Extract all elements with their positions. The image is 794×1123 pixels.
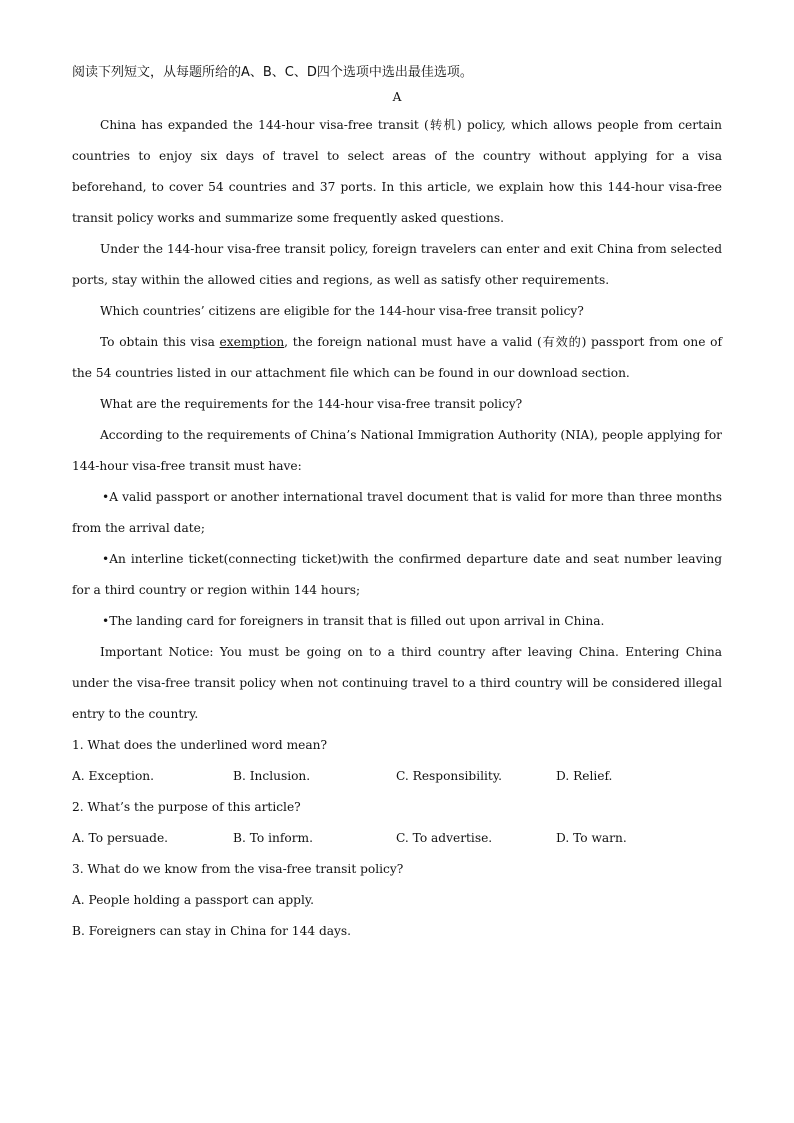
option-b: B. To inform. — [233, 831, 313, 845]
document-page — [72, 62, 722, 947]
option-c: C. Responsibility. — [396, 769, 502, 783]
passage-title: A — [392, 90, 402, 104]
underlined-word: exemption — [219, 335, 285, 349]
paragraph-3 — [72, 327, 722, 389]
bullet-item: •The landing card for foreigners in transit that is filled out upon arrival in China. — [102, 614, 605, 628]
bullet-item: •A valid passport or another international travel document that is valid for more than three months from the arrival date; — [72, 490, 722, 535]
option-d: D. Relief. — [556, 769, 613, 783]
question-heading-1: Which countries’ citizens are eligible for the 144-hour visa-free transit policy? — [100, 304, 584, 318]
options-row — [72, 761, 722, 792]
question-stem: 3. What do we know from the visa-free transit policy? — [72, 862, 404, 876]
paragraph-2: Under the 144-hour visa-free transit policy, foreign travelers can enter and exit China from selected ports, stay within the allowed cities and regions, as well as satisfy other requirements. — [72, 242, 722, 287]
question-stem: 1. What does the underlined word mean? — [72, 738, 327, 752]
paragraph-3-end: , the foreign national must have a valid (有效的) passport from one of the 54 countries listed in our attachment file which can be found in our download section. — [72, 335, 722, 380]
paragraph-1: China has expanded the 144-hour visa-free transit (转机) policy, which allows people from certain countries to enjoy six days of travel to select areas of the country without applying for a visa beforehand, to cover 54 countries and 37 ports. In this article, we explain how this 144-hour visa-free transit policy works and summarize some frequently asked questions. — [72, 118, 722, 225]
option-d: D. To warn. — [556, 831, 627, 845]
instruction-text: 阅读下列短文，从每题所给的A、B、C、D四个选项中选出最佳选项。 — [72, 65, 473, 80]
question-stem: 2. What’s the purpose of this article? — [72, 800, 301, 814]
paragraph-4: According to the requirements of China’s National Immigration Authority (NIA), people applying for 144-hour visa-free transit must have: — [72, 428, 722, 473]
option-b: B. Foreigners can stay in China for 144 days. — [72, 924, 352, 938]
question-heading-2: What are the requirements for the 144-hour visa-free transit policy? — [100, 397, 523, 411]
bullet-item: •An interline ticket(connecting ticket)with the confirmed departure date and seat number leaving for a third country or region within 144 hours; — [72, 552, 722, 597]
option-c: C. To advertise. — [396, 831, 493, 845]
option-a: A. Exception. — [72, 769, 155, 783]
options-row — [72, 823, 722, 854]
option-a: A. People holding a passport can apply. — [72, 893, 315, 907]
option-a: A. To persuade. — [72, 831, 169, 845]
paragraph-3-start: To obtain this visa — [100, 335, 220, 349]
important-notice: Important Notice: You must be going on to a third country after leaving China. Entering China under the visa-free transit policy when not continuing travel to a third country will be considered illegal entry to the country. — [72, 645, 722, 721]
option-b: B. Inclusion. — [233, 769, 311, 783]
